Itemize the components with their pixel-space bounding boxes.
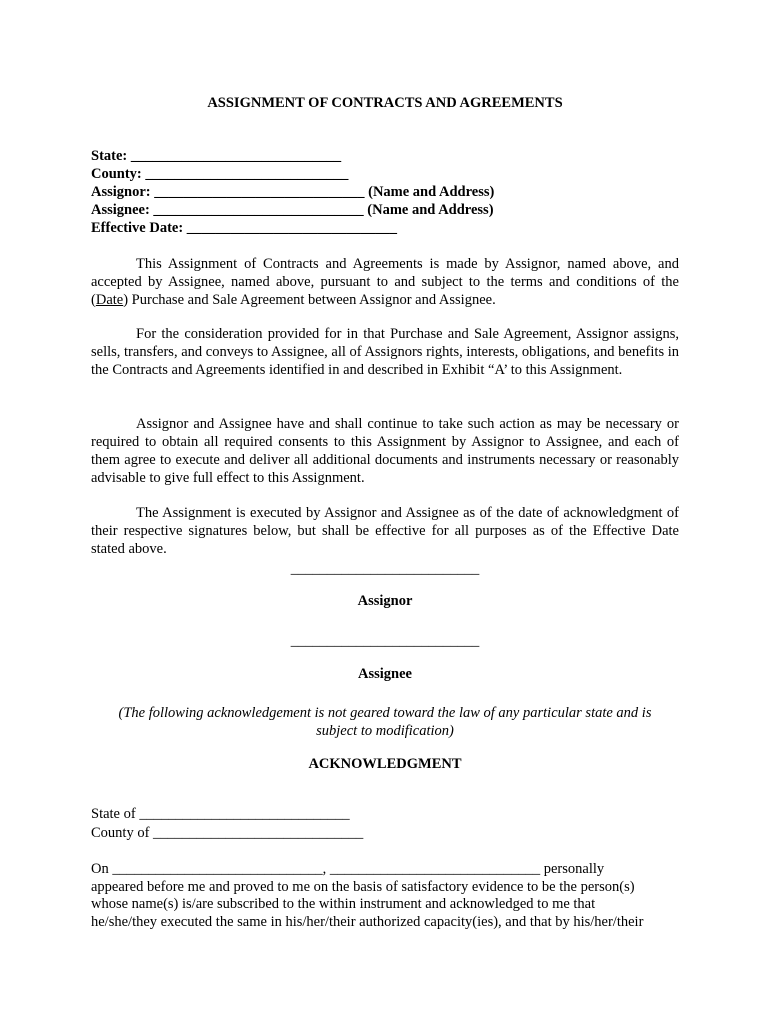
state-field: State: _____________________________	[91, 148, 342, 164]
ack-state-field: State of _____________________________	[91, 806, 350, 822]
paragraph-assignment-made	[91, 255, 679, 309]
ack-line: appeared before me and proved to me on the basis of satisfactory evidence to be the person(s)	[91, 878, 635, 895]
assignor-field: Assignor: _____________________________ (Name and Address)	[91, 184, 495, 200]
assignee-label: Assignee	[358, 666, 412, 682]
paragraph-execution: The Assignment is executed by Assignor and Assignee as of the date of acknowledgment of their respective signatures below, but shall be effective for all purposes as of the Effective Date stated above.	[91, 505, 679, 557]
acknowledgment-paragraph	[91, 860, 679, 930]
paragraph-further-action: Assignor and Assignee have and shall continue to take such action as may be necessary or required to obtain all required consents to this Assignment by Assignor to Assignee, and each of them agree to execute and deliver all additional documents and instruments necessary or reasonably advisable to give full effect to this Assignment.	[91, 416, 679, 486]
ack-line: whose name(s) is/are subscribed to the within instrument and acknowledged to me that	[91, 896, 596, 912]
ack-line: On _____________________________, _____________________________ personally	[91, 861, 605, 877]
assignee-signature-line: __________________________	[290, 633, 480, 649]
assignee-field: Assignee: _____________________________ (Name and Address)	[91, 202, 494, 218]
ack-county-field: County of _____________________________	[91, 825, 364, 841]
assignor-signature-line: __________________________	[290, 561, 480, 577]
county-field: County: ____________________________	[91, 166, 349, 182]
paragraph-1-text-b: ) Purchase and Sale Agreement between Assignor and Assignee.	[123, 292, 496, 308]
paragraph-1-text-a: This Assignment of Contracts and Agreements is made by Assignor, named above, and accepted by Assignee, named above, pursuant to and subject to the terms and conditions of the (	[91, 256, 679, 308]
acknowledgement-note: (The following acknowledgement is not geared toward the law of any particular state and is subject to modification)	[118, 705, 652, 739]
acknowledgment-title: ACKNOWLEDGMENT	[308, 756, 462, 772]
header-fields	[91, 147, 691, 237]
paragraph-consideration: For the consideration provided for in that Purchase and Sale Agreement, Assignor assigns, sells, transfers, and conveys to Assignee, all of Assignors rights, interests, obligations, and benefits in the Contracts and Agreements identified in and described in Exhibit “A’ to this Assignment.	[91, 326, 679, 378]
date-placeholder: Date	[95, 292, 124, 308]
effective-date-field: Effective Date: _____________________________	[91, 220, 398, 236]
acknowledgment-fields	[91, 805, 691, 843]
ack-line: he/she/they executed the same in his/her/their authorized capacity(ies), and that by his/her/their	[91, 913, 644, 930]
assignor-label: Assignor	[357, 593, 413, 609]
document-title: ASSIGNMENT OF CONTRACTS AND AGREEMENTS	[207, 95, 563, 111]
